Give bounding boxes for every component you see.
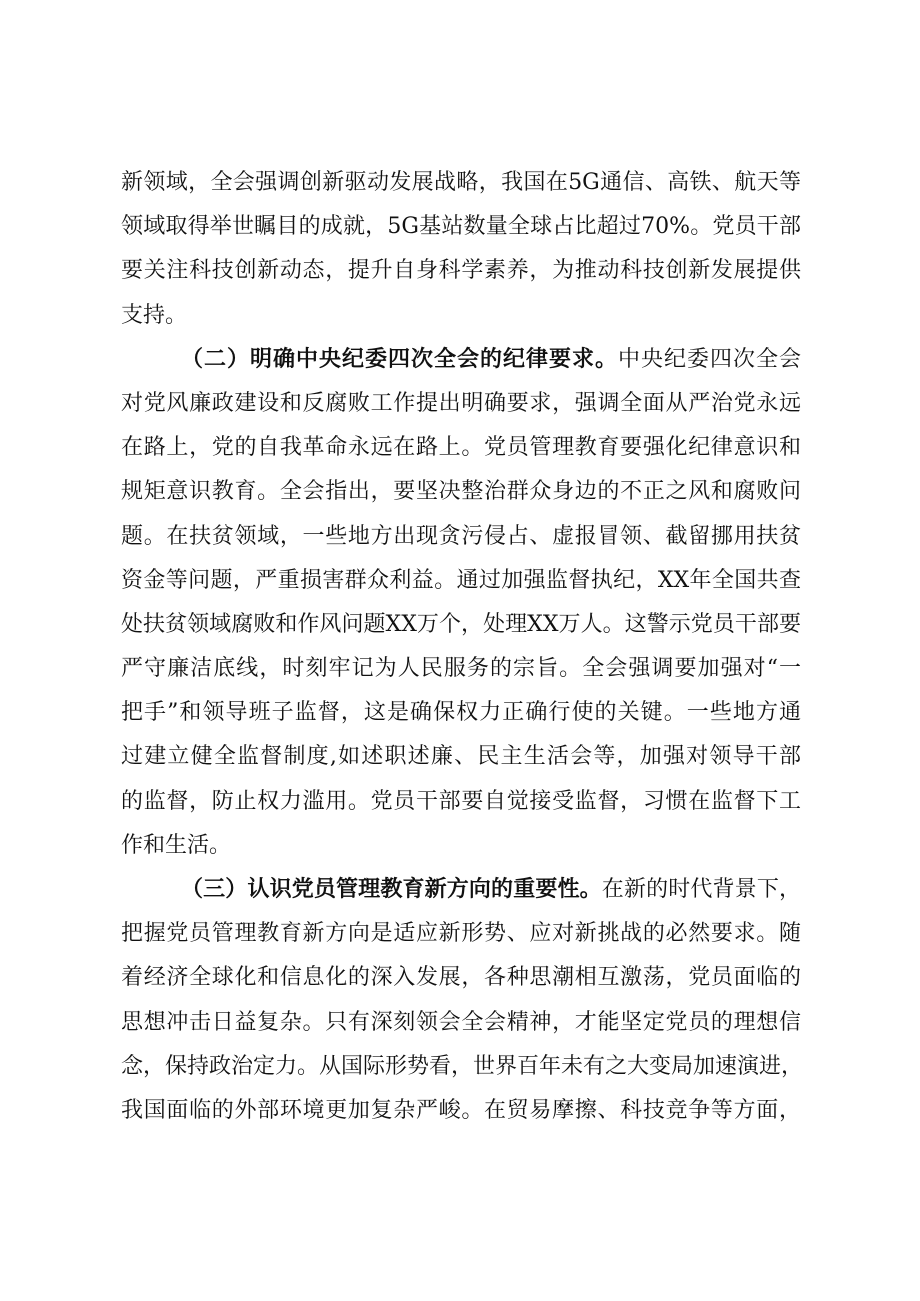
paragraph-2-line-12: 作和生活。 — [121, 832, 232, 858]
section-heading-3: （三）认识党员管理教育新方向的重要性。 — [181, 877, 602, 902]
paragraph-1-line-1: 新领域，全会强调创新驱动发展战略，我国在5G通信、高铁、航天等 — [121, 170, 801, 195]
paragraph-2-first-line — [121, 338, 801, 382]
paragraph-1-line-4: 支持。 — [121, 302, 188, 328]
paragraph-2-first-line-text: 中央纪委四次全会 — [617, 346, 801, 372]
paragraph-3-line-4: 思想冲击日益复杂。只有深刻领会全会精神，才能坚定党员的理想信 — [121, 1009, 801, 1035]
paragraph-1-line-3: 要关注科技创新动态，提升自身科学素养，为推动科技创新发展提供 — [121, 258, 801, 284]
paragraph-2-line-7: 处扶贫领域腐败和作风问题XX万个，处理XX万人。这警示党员干部要 — [121, 611, 801, 637]
paragraph-2-line-5: 题。在扶贫领域，一些地方出现贪污侵占、虚报冒领、截留挪用扶贫 — [121, 523, 801, 549]
paragraph-2-line-6: 资金等问题，严重损害群众利益。通过加强监督执纪，XX年全国共查 — [121, 567, 801, 593]
paragraph-2-line-2: 对党风廉政建设和反腐败工作提出明确要求，强调全面从严治党永远 — [121, 390, 801, 416]
paragraph-2-line-9: 把手”和领导班子监督，这是确保权力正确行使的关键。一些地方通 — [121, 700, 801, 726]
paragraph-2-line-3: 在路上，党的自我革命永远在路上。党员管理教育要强化纪律意识和 — [121, 435, 801, 461]
paragraph-2-line-11: 的监督，防止权力滥用。党员干部要自觉接受监督，习惯在监督下工 — [121, 788, 801, 814]
paragraph-3-line-5: 念，保持政治定力。从国际形势看，世界百年未有之大变局加速演进， — [121, 1053, 804, 1079]
paragraph-2-line-10: 过建立健全监督制度,如述职述廉、民主生活会等，加强对领导干部 — [121, 744, 801, 770]
document-body — [121, 161, 804, 1133]
paragraph-3-first-line — [121, 868, 801, 912]
paragraph-3-line-2: 把握党员管理教育新方向是适应新形势、应对新挑战的必然要求。随 — [121, 921, 801, 947]
paragraph-1-line-2: 领域取得举世瞩目的成就，5G基站数量全球占比超过70%。党员干部 — [121, 214, 801, 240]
paragraph-3-first-line-text: 在新的时代背景下， — [601, 877, 801, 902]
paragraph-3-line-6: 我国面临的外部环境更加复杂严峻。在贸易摩擦、科技竞争等方面， — [121, 1097, 801, 1123]
paragraph-2-line-8: 严守廉洁底线，时刻牢记为人民服务的宗旨。全会强调要加强对“一 — [121, 656, 801, 682]
paragraph-3-line-3: 着经济全球化和信息化的深入发展，各种思潮相互激荡，党员面临的 — [121, 965, 801, 991]
paragraph-2-line-4: 规矩意识教育。全会指出，要坚决整治群众身边的不正之风和腐败问 — [121, 479, 801, 505]
section-heading-2: （二）明确中央纪委四次全会的纪律要求。 — [181, 346, 618, 372]
